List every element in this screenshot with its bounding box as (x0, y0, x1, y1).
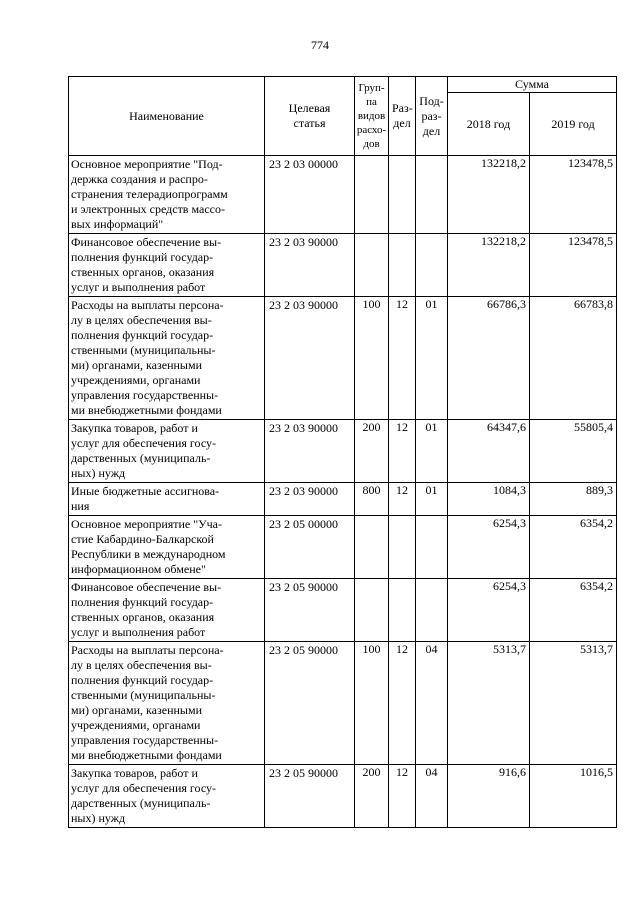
table-row (69, 156, 617, 234)
cell-2019: 66783,8 (530, 297, 617, 420)
cell-2018: 66786,3 (448, 297, 530, 420)
cell-section (389, 156, 416, 234)
header-section: Раз- дел (389, 77, 416, 156)
cell-2018: 132218,2 (448, 156, 530, 234)
cell-2019: 5313,7 (530, 642, 617, 765)
cell-section (389, 516, 416, 579)
cell-group: 100 (355, 297, 389, 420)
cell-target: 23 2 03 90000 (265, 297, 355, 420)
cell-group: 100 (355, 642, 389, 765)
cell-2019: 6354,2 (530, 579, 617, 642)
cell-2018: 6254,3 (448, 516, 530, 579)
cell-section: 12 (389, 483, 416, 516)
cell-target: 23 2 05 00000 (265, 516, 355, 579)
cell-2019: 1016,5 (530, 765, 617, 828)
table-row (69, 420, 617, 483)
cell-subsection (416, 516, 448, 579)
table-row (69, 483, 617, 516)
cell-group: 200 (355, 765, 389, 828)
cell-2019: 123478,5 (530, 234, 617, 297)
cell-group: 200 (355, 420, 389, 483)
table-row (69, 234, 617, 297)
header-name: Наименование (69, 77, 265, 156)
cell-target: 23 2 03 90000 (265, 234, 355, 297)
cell-section: 12 (389, 642, 416, 765)
table-row (69, 642, 617, 765)
cell-section: 12 (389, 420, 416, 483)
cell-name: Расходы на выплаты персона- лу в целях обеспечения вы- полнения функций государ- ственными (муниципальны- ми) органами, казенными учреждениями, органами управления государственны- ми внебюджетными фондами (69, 297, 265, 420)
header-year-2019: 2019 год (530, 93, 617, 156)
cell-subsection (416, 156, 448, 234)
cell-group (355, 516, 389, 579)
cell-2019: 55805,4 (530, 420, 617, 483)
cell-2019: 123478,5 (530, 156, 617, 234)
cell-2019: 6354,2 (530, 516, 617, 579)
cell-name: Расходы на выплаты персона- лу в целях обеспечения вы- полнения функций государ- ственными (муниципальны- ми) органами, казенными учреждениями, органами управления государственны- ми внебюджетными фондами (69, 642, 265, 765)
cell-target: 23 2 03 90000 (265, 483, 355, 516)
cell-2019: 889,3 (530, 483, 617, 516)
table-row (69, 516, 617, 579)
cell-subsection: 01 (416, 297, 448, 420)
cell-name: Основное мероприятие "Под- держка создания и распро- странения телерадиопрограмм и электронных средств массо- вых информаций" (69, 156, 265, 234)
cell-name: Основное мероприятие "Уча- стие Кабардино-Балкарской Республики в международном информационном обмене" (69, 516, 265, 579)
table-row (69, 297, 617, 420)
cell-group: 800 (355, 483, 389, 516)
page-number: 774 (311, 38, 329, 52)
cell-group (355, 579, 389, 642)
header-group: Груп- па видов расхо- дов (355, 77, 389, 156)
cell-target: 23 2 05 90000 (265, 642, 355, 765)
cell-subsection: 01 (416, 420, 448, 483)
cell-name: Финансовое обеспечение вы- полнения функций государ- ственных органов, оказания услуг и выполнения работ (69, 579, 265, 642)
cell-target: 23 2 03 90000 (265, 420, 355, 483)
cell-subsection: 04 (416, 642, 448, 765)
budget-table (68, 76, 617, 828)
cell-name: Финансовое обеспечение вы- полнения функций государ- ственных органов, оказания услуг и выполнения работ (69, 234, 265, 297)
cell-target: 23 2 05 90000 (265, 579, 355, 642)
cell-group (355, 234, 389, 297)
header-year-2018: 2018 год (448, 93, 530, 156)
cell-2018: 64347,6 (448, 420, 530, 483)
cell-section: 12 (389, 297, 416, 420)
cell-section (389, 234, 416, 297)
cell-subsection: 04 (416, 765, 448, 828)
cell-section: 12 (389, 765, 416, 828)
cell-2018: 132218,2 (448, 234, 530, 297)
cell-target: 23 2 05 90000 (265, 765, 355, 828)
header-target: Целевая статья (265, 77, 355, 156)
cell-group (355, 156, 389, 234)
cell-2018: 6254,3 (448, 579, 530, 642)
cell-name: Закупка товаров, работ и услуг для обеспечения госу- дарственных (муниципаль- ных) нужд (69, 420, 265, 483)
cell-name: Закупка товаров, работ и услуг для обеспечения госу- дарственных (муниципаль- ных) нужд (69, 765, 265, 828)
cell-2018: 1084,3 (448, 483, 530, 516)
cell-subsection: 01 (416, 483, 448, 516)
cell-subsection (416, 579, 448, 642)
cell-subsection (416, 234, 448, 297)
cell-name: Иные бюджетные ассигнова- ния (69, 483, 265, 516)
header-sum: Сумма (448, 77, 617, 93)
cell-target: 23 2 03 00000 (265, 156, 355, 234)
cell-2018: 5313,7 (448, 642, 530, 765)
cell-2018: 916,6 (448, 765, 530, 828)
header-subsection: Под- раз- дел (416, 77, 448, 156)
cell-section (389, 579, 416, 642)
table-row (69, 765, 617, 828)
table-row (69, 579, 617, 642)
